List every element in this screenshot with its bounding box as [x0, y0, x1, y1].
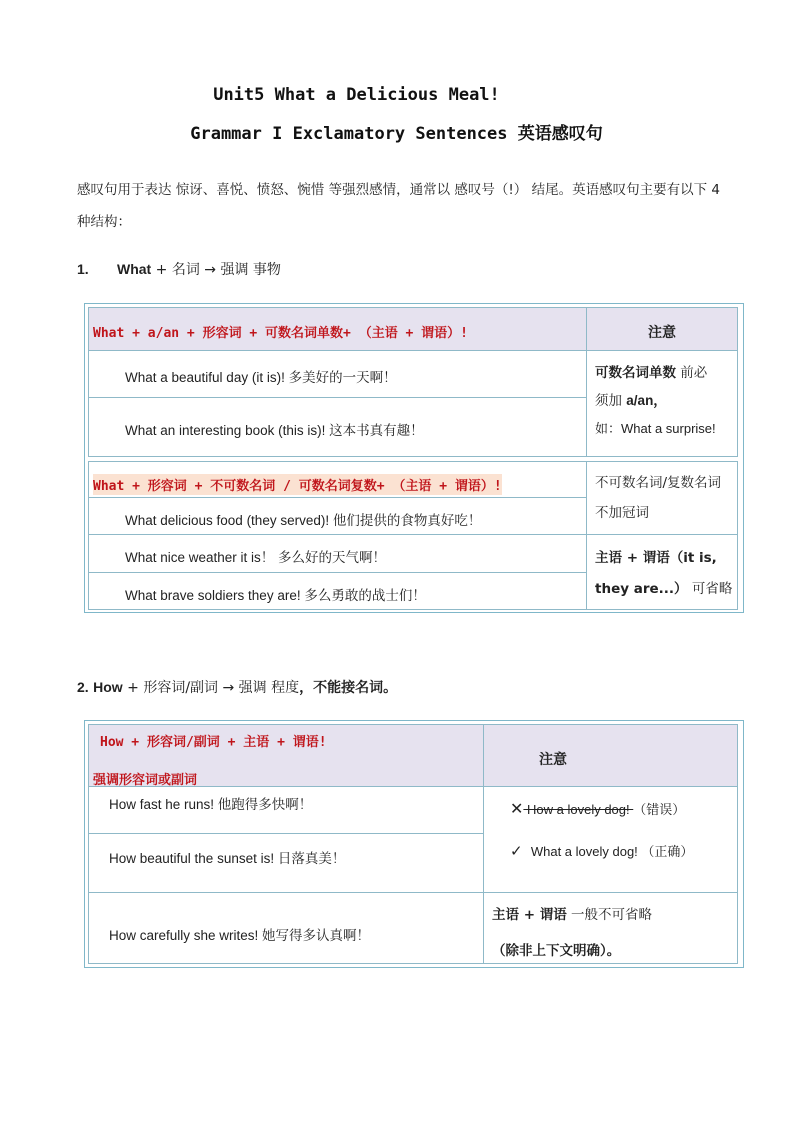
- wrong-label: （错误）: [633, 803, 686, 818]
- note-bold: 主语 + 谓语（it is, they are...）: [595, 550, 717, 597]
- intro-paragraph: 感叹句用于表达 惊讶、喜悦、愤怒、惋惜 等强烈感情，通常以 感叹号（!） 结尾。英语感叹句主要有以下 4 种结构：: [77, 182, 720, 230]
- note-cell-5: [483, 892, 738, 964]
- how-rule: How + 形容词/副词 + 主语 + 谓语!: [100, 735, 327, 750]
- table-row: [88, 892, 484, 964]
- table-row: [88, 497, 587, 535]
- example-sentence: How fast he runs! 他跑得多快啊！: [109, 797, 313, 812]
- table-row: [88, 833, 484, 893]
- what-rule-1: What + a/an + 形容词 + 可数名词单数+ （主语 + 谓语）!: [93, 326, 469, 341]
- table-row: [88, 534, 587, 573]
- how-table: [84, 720, 744, 968]
- what-table: [84, 303, 744, 613]
- example-sentence: What nice weather it is！ 多么好的天气啊！: [125, 550, 387, 565]
- table-row: [88, 350, 587, 398]
- example-sentence: What a beautiful day (it is)! 多美好的一天啊！: [125, 370, 397, 385]
- section-2-rest: + 形容词/副词 → 强调 程度: [122, 680, 300, 696]
- example-sentence: What brave soldiers they are! 多么勇敢的战士们！: [125, 588, 426, 603]
- section-1-rest: + 名词 → 强调 事物: [151, 262, 281, 278]
- note-header: 注意: [539, 752, 567, 768]
- section-2-number: 2.: [77, 679, 89, 695]
- title-line-1: Unit5 What a Delicious Meal!: [213, 85, 500, 105]
- what-table-rule-header: [88, 307, 587, 351]
- what-table-note-header: [586, 307, 738, 351]
- note-text: 可省略: [687, 581, 733, 597]
- section-2-heading: [77, 677, 397, 697]
- what-table-rule-2: [88, 461, 587, 498]
- note-text: 须加: [595, 393, 627, 409]
- title-line-2: Grammar I Exclamatory Sentences 英语感叹句: [190, 124, 603, 144]
- how-table-note-header: [483, 724, 738, 787]
- table-row: [88, 397, 587, 457]
- note-bold: a/an，: [626, 393, 667, 408]
- example-sentence: How beautiful the sunset is! 日落真美！: [109, 851, 346, 866]
- section-1-heading: [77, 259, 281, 279]
- table-row: [88, 786, 484, 834]
- note-bold: （除非上下文明确）。: [492, 943, 621, 959]
- note-example: 如：What a surprise!: [595, 421, 716, 436]
- note-cell-2: [586, 461, 738, 535]
- note-cell-3: [586, 534, 738, 610]
- how-rule-sub: 强调形容词或副词: [93, 773, 198, 788]
- note-header: 注意: [648, 325, 676, 341]
- example-sentence: What delicious food (they served)! 他们提供的食物真好吃！: [125, 513, 482, 528]
- how-table-rule-header: [88, 724, 484, 787]
- example-sentence: How carefully she writes! 她写得多认真啊！: [109, 928, 371, 943]
- cross-icon: ✕: [510, 799, 524, 818]
- what-rule-2: What + 形容词 + 不可数名词 / 可数名词复数+ （主语 + 谓语）!: [93, 474, 502, 495]
- note-text: 不可数名词/复数名词 不加冠词: [595, 475, 722, 521]
- note-text: 一般不可省略: [566, 907, 653, 923]
- note-bold: 可数名词单数: [595, 365, 676, 381]
- right-example: What a lovely dog!: [530, 844, 642, 859]
- right-label: （正确）: [641, 845, 694, 860]
- wrong-example: How a lovely dog!: [523, 802, 634, 817]
- section-1-keyword: What: [117, 261, 152, 277]
- section-2-bold-tail: ，不能接名词。: [299, 679, 398, 695]
- example-sentence: What an interesting book (this is)! 这本书真有趣！: [125, 423, 424, 438]
- note-bold: 主语 + 谓语: [492, 907, 567, 923]
- note-cell-1: [586, 350, 738, 457]
- note-text: 前必: [676, 365, 708, 381]
- table-row: [88, 572, 587, 610]
- check-icon: ✓: [510, 842, 523, 860]
- section-2-keyword: How: [93, 679, 123, 695]
- section-1-number: 1.: [77, 261, 89, 277]
- note-cell-4: [483, 786, 738, 893]
